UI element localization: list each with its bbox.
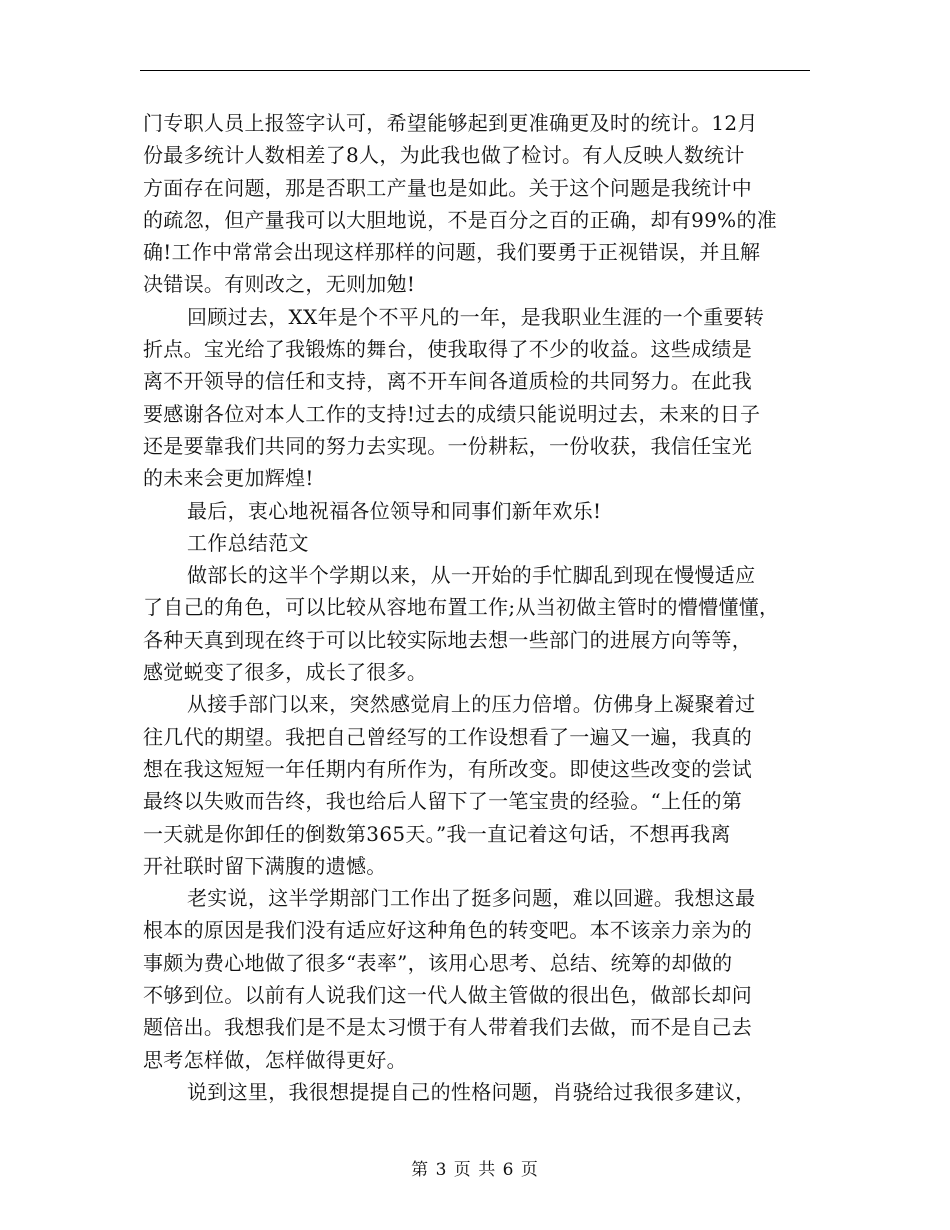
text-line: 离不开领导的信任和支持，离不开车间各道质检的共同努力。在此我 — [143, 369, 752, 394]
text-line: 最终以失败而告终，我也给后人留下了一笔宝贵的经验。“上任的第 — [143, 789, 743, 814]
page-number: 第 3 页 共 6 页 — [411, 1160, 539, 1180]
text-line: 方面存在问题，那是否职工产量也是如此。关于这个问题是我统计中 — [143, 175, 752, 200]
text-line: 一天就是你卸任的倒数第365天。”我一直记着这句话，不想再我离 — [143, 821, 731, 846]
page-footer — [0, 1155, 950, 1180]
text-line: 工作总结范文 — [187, 530, 309, 555]
text-line: 开社联时留下满腹的遗憾。 — [143, 853, 387, 878]
text-line: 还是要靠我们共同的努力去实现。一份耕耘，一份收获，我信任宝光 — [143, 433, 752, 458]
text-line: 的疏忽，但产量我可以大胆地说，不是百分之百的正确，却有99%的准 — [143, 207, 778, 232]
text-line: 从接手部门以来，突然感觉肩上的压力倍增。仿佛身上凝聚着过 — [187, 692, 756, 717]
text-line: 各种天真到现在终于可以比较实际地去想一些部门的进展方向等等， — [143, 627, 752, 652]
text-line: 要感谢各位对本人工作的支持!过去的成绩只能说明过去，未来的日子 — [143, 401, 761, 426]
text-line: 不够到位。以前有人说我们这一代人做主管做的很出色，做部长却问 — [143, 983, 752, 1008]
text-line: 老实说，这半学期部门工作出了挺多问题，难以回避。我想这最 — [187, 886, 756, 911]
text-line: 了自己的角色，可以比较从容地布置工作;从当初做主管时的懵懵懂懂， — [143, 595, 780, 620]
text-line: 门专职人员上报签字认可，希望能够起到更准确更及时的统计。12月 — [143, 111, 758, 135]
text-line: 说到这里，我很想提提自己的性格问题，肖骁给过我很多建议， — [187, 1079, 756, 1104]
text-line: 折点。宝光给了我锻炼的舞台，使我取得了不少的收益。这些成绩是 — [143, 337, 752, 362]
text-line: 往几代的期望。我把自己曾经写的工作设想看了一遍又一遍，我真的 — [143, 724, 752, 749]
text-line: 确!工作中常常会出现这样那样的问题，我们要勇于正视错误，并且解 — [143, 240, 761, 265]
text-line: 份最多统计人数相差了8人，为此我也做了检讨。有人反映人数统计 — [143, 143, 745, 168]
header-rule — [140, 70, 810, 71]
text-line: 想在我这短短一年任期内有所作为，有所改变。即使这些改变的尝试 — [143, 756, 752, 781]
text-line: 事颇为费心地做了很多“表率”，该用心思考、总结、统筹的却做的 — [143, 950, 733, 975]
text-line: 思考怎样做，怎样做得更好。 — [143, 1047, 407, 1072]
text-line: 感觉蜕变了很多，成长了很多。 — [143, 660, 428, 685]
text-line: 题倍出。我想我们是不是太习惯于有人带着我们去做，而不是自己去 — [143, 1015, 752, 1040]
text-line: 根本的原因是我们没有适应好这种角色的转变吧。本不该亲力亲为的 — [143, 918, 752, 943]
text-line: 的未来会更加辉煌! — [143, 466, 314, 491]
document-body — [143, 107, 815, 1108]
text-line: 决错误。有则改之，无则加勉! — [143, 272, 416, 297]
text-line: 回顾过去，XX年是个不平凡的一年，是我职业生涯的一个重要转 — [187, 304, 765, 329]
text-line: 最后，衷心地祝福各位领导和同事们新年欢乐! — [187, 498, 602, 523]
text-line: 做部长的这半个学期以来，从一开始的手忙脚乱到现在慢慢适应 — [187, 563, 756, 588]
